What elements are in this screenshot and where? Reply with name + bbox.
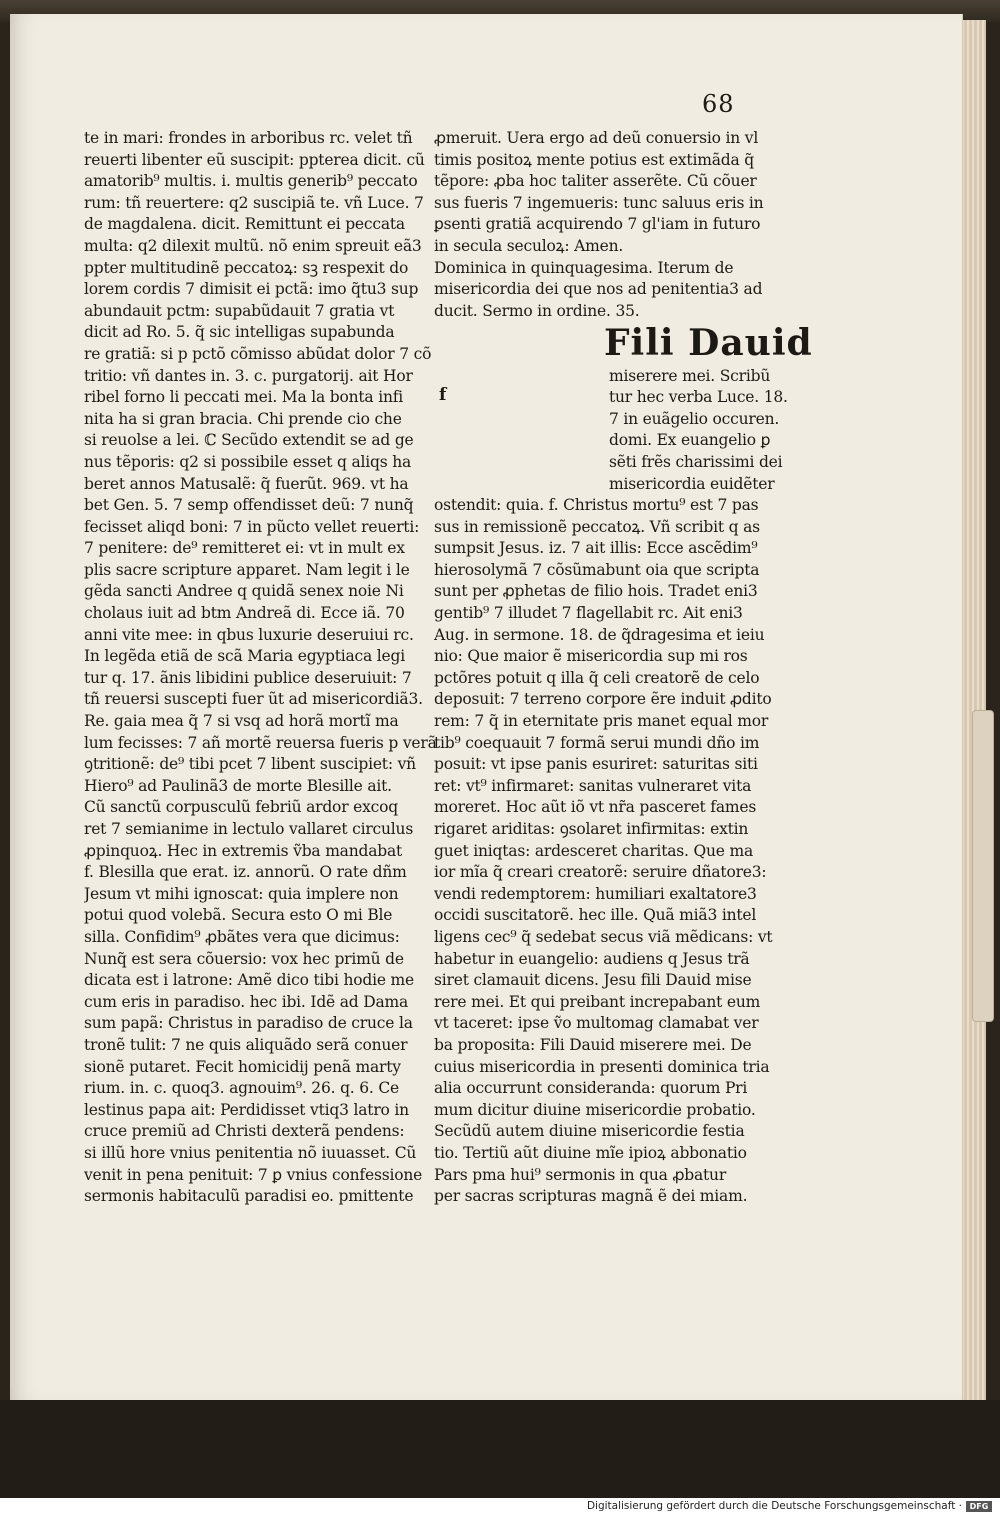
text-line: tio. Tertiũ aũt diuine mĩe ipioꝝ abbonatio [434,1143,747,1162]
text-line: siret clamauit dicens. Jesu fili Dauid mise [434,971,752,990]
text-line: ribel forno li peccati mei. Ma la bonta infi [84,388,404,407]
text-line: vendi redemptorem: humiliari exaltatore3 [434,884,757,903]
text-line: venit in pena penituit: 7 ꝑ vnius confessione [84,1165,423,1184]
text-line: potui quod volebã. Secura esto O mi Ble [84,906,393,925]
text-line: Dominica in quinquagesima. Iterum de [434,258,734,277]
text-line: sum papã: Christus in paradiso de cruce la [84,1014,413,1033]
text-line: Secũdũ autem diuine misericordie festia [434,1122,745,1141]
text-line: pctõres potuit q illa q̃ celi creatorẽ de celo [434,668,760,687]
left-column [84,128,437,1208]
dfg-logo: DFG [966,1501,992,1512]
text-line: mum dicitur diuine misericordie probatio. [434,1100,756,1119]
scanner-bed [0,1400,1000,1498]
text-line: abundauit pctm: supabũdauit 7 gratia vt [84,301,395,320]
initial-letter: f [439,385,447,405]
right-column-rest [434,495,813,1208]
text-line: tronẽ tulit: 7 ne quis aliquãdo serã conuer [84,1035,408,1054]
text-line: f. Blesilla que erat. iz. annorũ. O rate dñm [84,863,407,882]
text-line: moreret. Hoc aũt iõ vt nr̃a pasceret fames [434,798,757,817]
text-line: sẽti frẽs charissimi dei [609,452,783,471]
text-line: misericordia dei que nos ad penitentia3 ad [434,280,763,299]
text-line: sionẽ putaret. Fecit homicidij penã marty [84,1057,401,1076]
text-line: reuerti libenter eũ suscipit: ppterea dicit. cũ [84,150,425,169]
text-line: hierosolymã 7 cõsũmabunt oia que scripta [434,560,760,579]
text-line: tur q. 17. ãnis libidini publice deseruiuit: 7 [84,668,412,687]
text-line: Jesum vt mihi ignoscat: quia implere non [84,884,399,903]
text-line: amatorib⁹ multis. i. multis generib⁹ peccato [84,172,418,191]
text-line: domi. Ex euangelio ꝑ [609,431,771,450]
text-line: ꝑsenti gratiã acquirendo 7 gl'iam in futuro [434,215,761,234]
text-line: vt taceret: ipse ṽo multomag clamabat ver [434,1014,759,1033]
text-line: rigaret ariditas: ꝯsolaret infirmitas: extin [434,820,749,838]
text-line: lorem cordis 7 dimisit ei pctã: imo q̃tu3 sup [84,280,419,299]
text-line: 7 in euãgelio occuren. [609,409,780,428]
text-line: te in mari: frondes in arboribus rc. velet tñ [84,129,413,147]
text-line: plis sacre scripture apparet. Nam legit i le [84,560,410,579]
text-line: sunt per ꝓphetas de filio hois. Tradet eni3 [434,582,758,601]
text-line: nus tẽporis: q2 si possibile esset q aliqs ha [84,452,412,471]
text-line: tẽpore: ꝓba hoc taliter asserẽte. Cũ cõuer [434,172,757,191]
text-line: ducit. Sermo in ordine. 35. [434,301,640,320]
text-line: re gratiã: si p pctõ cõmisso abũdat dolor 7 cõ [84,344,432,363]
text-line: gentib⁹ 7 illudet 7 flagellabit rc. Ait eni3 [434,604,743,623]
text-line: rem: 7 q̃ in eternitate pris manet equal mor [434,712,769,731]
text-line: in secula seculoꝝ: Amen. [434,236,624,255]
text-line: sus in remissionẽ peccatoꝝ. Vñ scribit q as [434,517,760,536]
text-line: Hiero⁹ ad Paulinã3 de morte Blesille ait. [84,776,392,795]
text-line: cruce premiũ ad Christi dexterã pendens: [84,1122,405,1141]
text-line: si reuolse a lei. ℂ Secũdo extendit se ad ge [84,431,414,450]
text-line: ret: vt⁹ infirmaret: sanitas vulneraret vita [434,776,752,795]
text-line: multa: q2 dilexit multũ. nõ enim spreuit eã3 [84,236,422,255]
text-line: miserere mei. Scribũ [609,366,771,385]
text-line: sus fueris 7 ingemueris: tunc saluus eris in [434,193,764,212]
footer-credit: Digitalisierung gefördert durch die Deutsche Forschungsgemeinschaft · [586,1500,962,1512]
text-line: In legẽda etiã de scã Maria egyptiaca legi [84,647,406,666]
text-line: silla. Confidim⁹ ꝓbãtes vera que dicimus: [84,927,400,946]
text-line: fecisset aliqd boni: 7 in pũcto vellet reuerti: [84,517,420,536]
text-line: ostendit: quia. f. Christus mortu⁹ est 7 pas [434,496,759,515]
text-line: gẽda sancti Andree q quidã senex noie Ni [84,582,404,601]
text-line: rere mei. Et qui preibant increpabant eum [434,992,761,1011]
text-line: rum: tñ reuertere: q2 suscipiã te. vñ Luce. 7 [84,193,424,212]
text-line: ꝯtritionẽ: de⁹ tibi pcet 7 libent suscipiet: vñ [84,755,416,774]
text-line: tritio: vñ dantes in. 3. c. purgatorij. ait Hor [84,366,413,385]
text-line: tñ reuersi suscepti fuer ũt ad misericordiã3. [84,690,423,709]
text-line: ior mĩa q̃ creari creatorẽ: seruire dñatore3: [434,863,767,882]
text-line: ꝓpinquoꝝ. Hec in extremis ṽba mandabat [84,841,403,860]
text-line: si illũ hore vnius penitentia nõ iuuasset. Cũ [84,1143,417,1162]
text-line: Nunq̃ est sera cõuersio: vox hec primũ de [84,949,404,968]
text-line: tur hec verba Luce. 18. [609,388,788,407]
text-line: sermonis habitaculũ paradisi eo. pmittente [84,1187,414,1206]
text-line: ꝓmeruit. Uera ergo ad deũ conuersio in vl [434,129,759,147]
text-line: nio: Que maior ẽ misericordia sup mi ros [434,647,748,666]
text-line: bet Gen. 5. 7 semp offendisset deũ: 7 nunq̃ [84,496,414,515]
sermon-title-large: Fili Dauid [604,322,813,365]
text-line: 7 penitere: de⁹ remitteret ei: vt in mult ex [84,539,405,558]
text-line: Pars pma hui⁹ sermonis in qua ꝓbatur [434,1165,727,1184]
text-line: timis positoꝝ mente potius est extimãda q̃ [434,150,754,169]
text-line: tib⁹ coequauit 7 formã serui mundi dño im [434,733,760,752]
text-line: per sacras scripturas magnã ẽ dei miam. [434,1187,748,1206]
text-line: cum eris in paradiso. hec ibi. Idẽ ad Dama [84,992,409,1011]
text-line: deposuit: 7 terreno corpore ẽre induit ꝓdito [434,690,772,709]
text-line: cholaus iuit ad btm Andreã di. Ecce iã. 70 [84,604,405,623]
text-line: ppter multitudinẽ peccatoꝝ: sꝫ respexit do [84,258,409,277]
text-line: posuit: vt ipse panis esuriret: saturitas siti [434,755,758,774]
text-line: cuius misericordia in presenti dominica tria [434,1057,770,1076]
text-line: de magdalena. dicit. Remittunt ei peccata [84,215,405,234]
text-line: Aug. in sermone. 18. de q̃dragesima et ieiu [434,625,765,644]
text-line: dicata est i latrone: Amẽ dico tibi hodie me [84,971,415,990]
page-number: 68 [702,90,735,118]
text-line: rium. in. c. quoq3. agnouim⁹. 26. q. 6. Ce [84,1079,399,1098]
footer-bar [0,1498,1000,1515]
text-line: habetur in euangelio: audiens q Jesus trã [434,949,750,968]
text-line: nita ha si gran bracia. Chi prende cio che [84,409,402,428]
text-line: ligens cec⁹ q̃ sedebat secus viã mẽdicans: vt [434,927,773,946]
text-line: beret annos Matusalẽ: q̃ fuerũt. 969. vt ha [84,474,409,493]
text-line: occidi suscitatorẽ. hec ille. Quã miã3 intel [434,906,757,925]
text-line: anni vite mee: in qbus luxurie deseruiui rc. [84,625,414,644]
text-line: ret 7 semianime in lectulo vallaret circulus [84,820,414,838]
text-line: guet iniqtas: ardesceret charitas. Que ma [434,841,753,860]
text-line: lum fecisses: 7 añ mortẽ reuersa fueris p verã [84,733,437,752]
text-line: misericordia euidẽter [609,474,775,493]
text-line: lestinus papa ait: Perdidisset vtiq3 latro in [84,1100,409,1119]
page-fold [972,710,994,1022]
text-line: Cũ sanctũ corpusculũ febriũ ardor excoq [84,798,398,817]
right-column [434,128,813,1208]
text-line: alia occurrunt consideranda: quorum Pri [434,1079,748,1098]
right-column-indented [434,366,813,496]
text-line: ba proposita: Fili Dauid miserere mei. De [434,1035,752,1054]
text-line: Re. gaia mea q̃ 7 si vsq ad horã mortĩ ma [84,712,399,731]
right-column-top [434,128,813,322]
text-line: dicit ad Ro. 5. q̃ sic intelligas supabunda [84,323,395,342]
text-line: sumpsit Jesus. iz. 7 ait illis: Ecce ascẽdim⁹ [434,539,758,558]
